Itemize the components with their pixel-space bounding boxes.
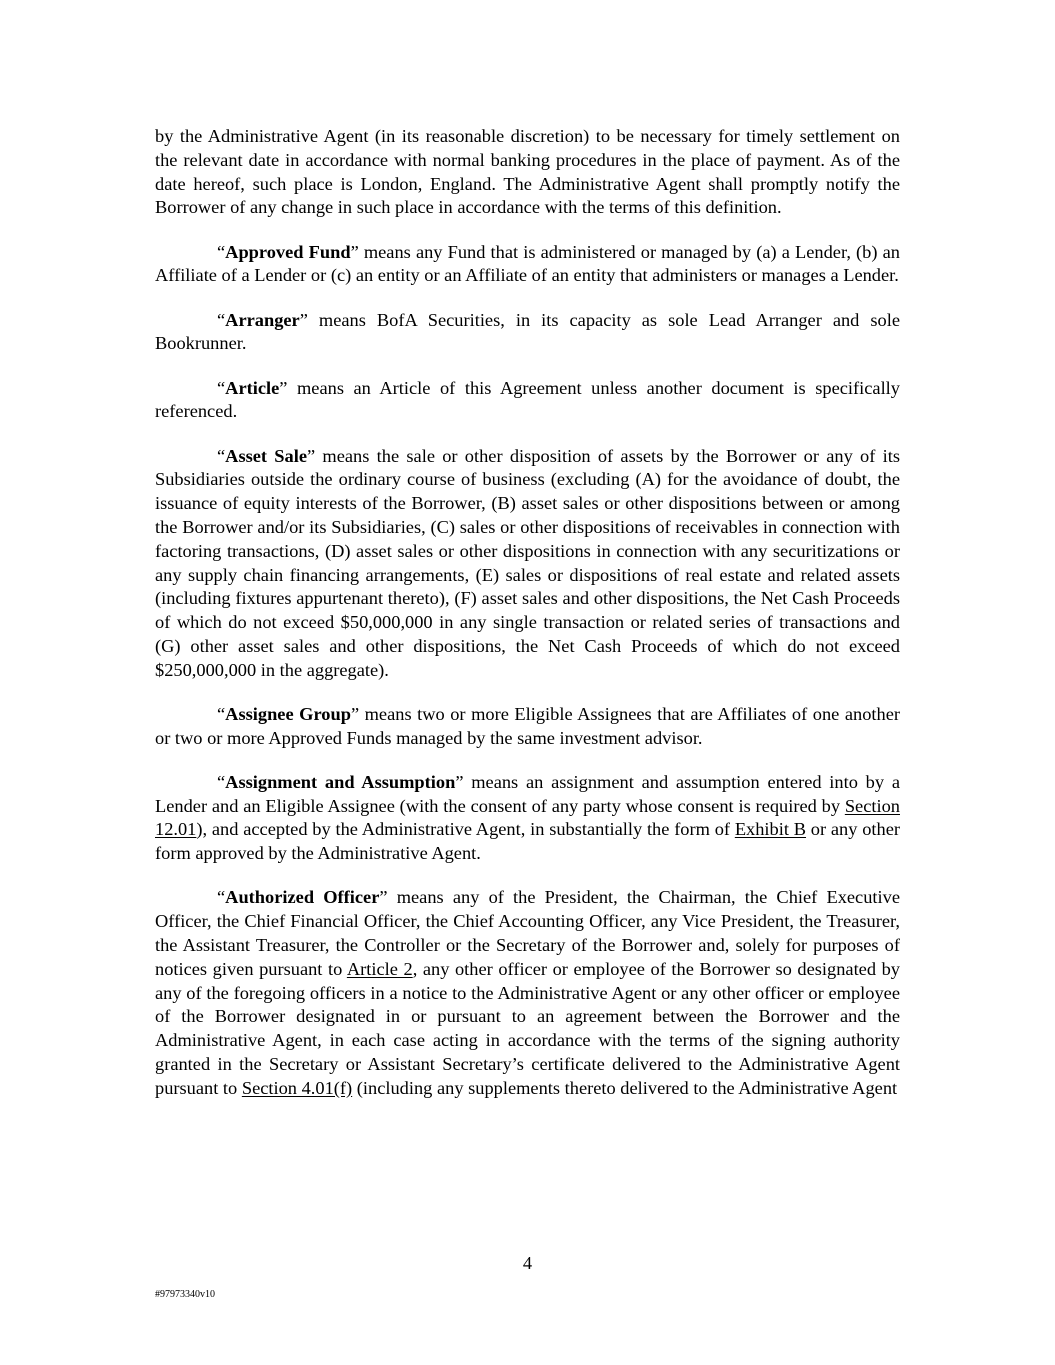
definition-text: ” means any of the President, the Chairman, the Chief Executive Officer, the Chief Financial Officer, the Chief Accounting Officer, any Vice President, the Treasurer, the Assistant Treasurer, the Controller or the Secretary of the Borrower and, solely for purposes of notices given pursuant to: [155, 887, 900, 979]
defined-term: Article: [225, 377, 280, 398]
open-quote: “: [217, 887, 226, 908]
definition-text: ” means BofA Securities, in its capacity as sole Lead Arranger and sole Bookrunner.: [155, 309, 900, 354]
paragraph-text: by the Administrative Agent (in its reasonable discretion) to be necessary for timely settlement on the relevant date in accordance with normal banking procedures in the place of payment. As of the date hereof, such place is London, England. The Administrative Agent shall promptly notify the Borrower of any change in such place in accordance with the terms of this definition.: [155, 126, 900, 218]
defined-term: Asset Sale: [225, 445, 308, 466]
definition-arranger: [155, 309, 900, 357]
definition-text: (including any supplements thereto delivered to the Administrative Agent: [352, 1077, 898, 1098]
definition-authorized-officer: [155, 886, 900, 1100]
cross-reference-section-4-01f[interactable]: Section 4.01(f): [241, 1077, 353, 1098]
definition-text: ” means the sale or other disposition of assets by the Borrower or any of its Subsidiaries outside the ordinary course of business (excluding (A) for the avoidance of doubt, the issuance of equity interests of the Borrower, (B) asset sales or other dispositions between or among the Borrower and/or its Subsidiaries, (C) sales or other dispositions of receivables in connection with factoring transactions, (D) asset sales or other dispositions in connection with any securitizations or any supply chain financing arrangements, (E) sales or dispositions of real estate and related assets (including fixtures appurtenant thereto), (F) asset sales and other dispositions, the Net Cash Proceeds of which do not exceed $50,000,000 in any single transaction or related series of transactions and (G) other asset sales and other dispositions, the Net Cash Proceeds of which do not exceed $250,000,000 in the aggregate).: [155, 445, 900, 680]
cross-reference-section-12-01[interactable]: Section 12.01: [155, 795, 900, 840]
document-body: [155, 125, 900, 1101]
defined-term: Approved Fund: [225, 241, 351, 262]
open-quote: “: [217, 241, 226, 262]
open-quote: “: [217, 703, 226, 724]
defined-term: Assignee Group: [225, 703, 351, 724]
defined-term: Arranger: [225, 309, 300, 330]
paragraph-continuation: [155, 125, 900, 220]
definition-article: [155, 377, 900, 425]
defined-term: Authorized Officer: [225, 887, 380, 908]
open-quote: “: [217, 377, 226, 398]
definition-text: ” means an Article of this Agreement unless another document is specifically referenced.: [155, 377, 900, 422]
definition-text: ” means any Fund that is administered or managed by (a) a Lender, (b) an Affiliate of a Lender or (c) an entity or an Affiliate of an entity that administers or manages a Lender.: [155, 241, 900, 286]
defined-term: Assignment and Assumption: [225, 771, 456, 792]
cross-reference-exhibit-b[interactable]: Exhibit B: [734, 819, 807, 840]
page-number: 4: [522, 1253, 533, 1273]
definition-text: or any other form approved by the Administrative Agent.: [155, 819, 901, 864]
definition-asset-sale: [155, 445, 900, 683]
definition-assignment-and-assumption: [155, 771, 900, 866]
document-id: #97973340v10: [155, 1289, 215, 1300]
open-quote: “: [217, 309, 226, 330]
open-quote: “: [217, 445, 226, 466]
definition-text: ” means two or more Eligible Assignees that are Affiliates of one another or two or more Approved Funds managed by the same investment advisor.: [155, 703, 900, 748]
definition-assignee-group: [155, 703, 900, 751]
open-quote: “: [217, 771, 226, 792]
definition-text: , any other officer or employee of the Borrower so designated by any of the foregoing officers in a notice to the Administrative Agent or any other officer or employee of the Borrower designated in or pursuant to an agreement between the Borrower and the Administrative Agent, in each case acting in accordance with the terms of the signing authority granted in the Secretary or Assistant Secretary’s certificate delivered to the Administrative Agent pursuant to: [155, 958, 901, 1098]
cross-reference-article-2[interactable]: Article 2: [346, 958, 413, 979]
definition-text: ), and accepted by the Administrative Agent, in substantially the form of: [196, 819, 735, 840]
definition-text: ” means an assignment and assumption entered into by a Lender and an Eligible Assignee (with the consent of any party whose consent is required by: [155, 771, 900, 816]
definition-approved-fund: [155, 241, 900, 289]
